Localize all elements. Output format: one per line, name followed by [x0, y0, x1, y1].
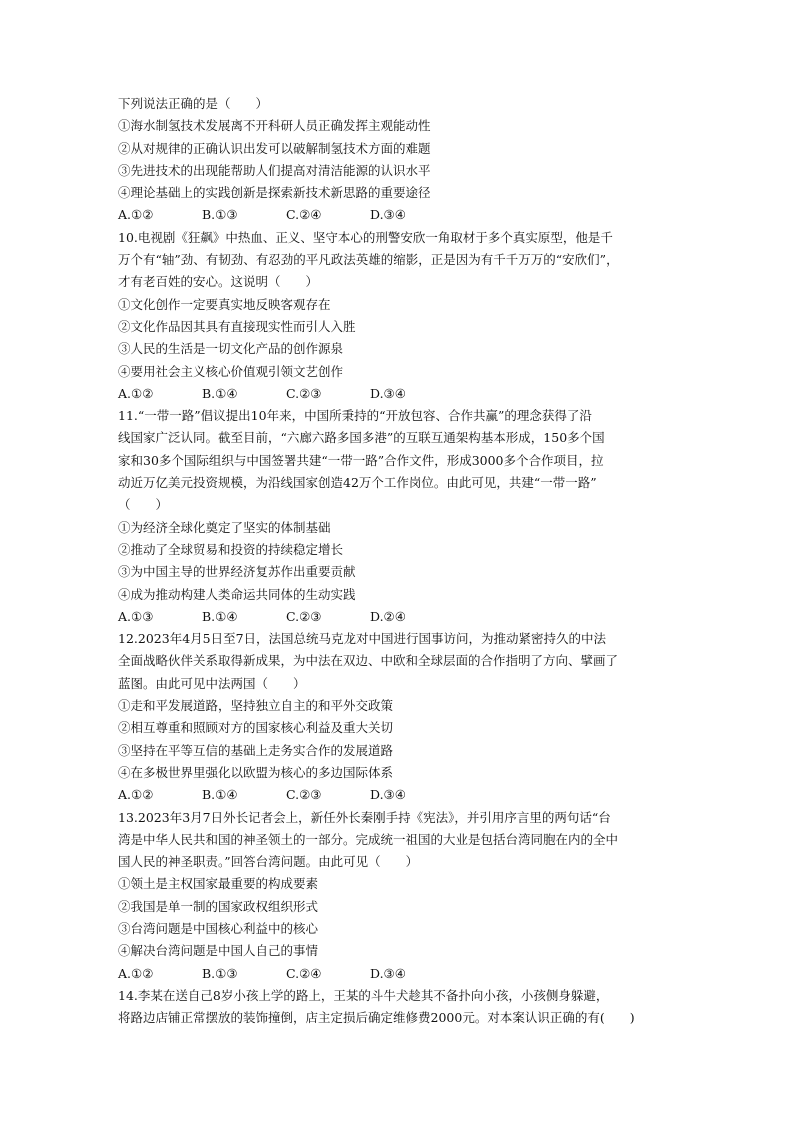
question-12	[118, 628, 678, 806]
question-stem: 下列说法正确的是（ ）	[118, 96, 269, 111]
question-stem-line: 11.“一带一路”倡议提出10年来，中国所秉持的“开放包容、合作共赢”的理念获得了沿	[118, 408, 592, 424]
choice-d: D.③④	[370, 207, 406, 223]
option-4: ④理论基础上的实践创新是探索新技术新思路的重要途径	[118, 185, 431, 201]
question-13	[118, 807, 678, 985]
choice-d: D.③④	[370, 965, 406, 981]
question-stem-line: （ ）	[118, 497, 169, 513]
choice-c: C.②③	[286, 385, 322, 401]
option-4: ④在多极世界里强化以欧盟为核心的多边国际体系	[118, 764, 394, 780]
choice-a: A.①②	[118, 965, 154, 981]
option-3: ③先进技术的出现能帮助人们提高对清洁能源的认识水平	[118, 162, 431, 178]
question-stem-line: 将路边店铺正常摆放的装饰撞倒，店主定损后确定维修费2000元。对本案认识正确的有( )	[118, 1010, 635, 1026]
choice-b: B.①③	[202, 965, 238, 981]
exam-page	[118, 93, 678, 1029]
question-stem-line: 12.2023年4月5日至7日，法国总统马克龙对中国进行国事访问，为推动紧密持久的中法	[118, 631, 607, 647]
question-14	[118, 985, 678, 1030]
question-stem-line: 家和30多个国际组织与中国签署共建“一带一路”合作文件，形成3000多个合作项目，拉	[118, 452, 604, 468]
question-stem-line: 湾是中华人民共和国的神圣领土的一部分。完成统一祖国的大业是包括台湾同胞在内的全中	[118, 831, 619, 847]
question-stem-line: 10.电视剧《狂飙》中热血、正义、坚守本心的刑警安欣一角取材于多个真实原型，他是千	[118, 229, 613, 245]
question-stem-line: 14.李某在送自己8岁小孩上学的路上，王某的斗牛犬趁其不备扑向小孩，小孩侧身躲避，	[118, 987, 609, 1003]
option-3: ③为中国主导的世界经济复苏作出重要贡献	[118, 564, 356, 580]
question-stem-line: 13.2023年3月7日外长记者会上，新任外长秦刚手持《宪法》，并引用序言里的两句话“台	[118, 809, 611, 825]
question-stem-line: 国人民的神圣职责。”回答台湾问题。由此可见（ ）	[118, 854, 419, 870]
option-4: ④成为推动构建人类命运共同体的生动实践	[118, 586, 356, 602]
option-3: ③坚持在平等互信的基础上走务实合作的发展道路	[118, 742, 394, 758]
option-4: ④要用社会主义核心价值观引领文艺创作	[118, 363, 344, 379]
option-2: ②我国是单一制的国家政权组织形式	[118, 898, 319, 914]
question-9	[118, 93, 678, 227]
choice-a: A.①③	[118, 608, 154, 624]
option-3: ③台湾问题是中国核心利益中的核心	[118, 920, 319, 936]
question-stem-line: 动近万亿美元投资规模，为沿线国家创造42万个工作岗位。由此可见，共建“一带一路”	[118, 475, 597, 491]
option-1: ①走和平发展道路，坚持独立自主的和平外交政策	[118, 698, 394, 714]
answer-choices	[118, 606, 678, 628]
answer-choices	[118, 204, 678, 226]
answer-choices	[118, 963, 678, 985]
option-2: ②从对规律的正确认识出发可以破解制氢技术方面的难题	[118, 140, 431, 156]
question-stem-line: 全面战略伙伴关系取得新成果，为中法在双边、中欧和全球层面的合作指明了方向、擘画了	[118, 653, 619, 669]
choice-b: B.①④	[202, 787, 238, 803]
option-2: ②文化作品因其具有直接现实性而引人入胜	[118, 318, 356, 334]
question-stem-line: 蓝图。由此可见中法两国（ ）	[118, 675, 306, 691]
choice-c: C.②③	[286, 787, 322, 803]
option-3: ③人民的生活是一切文化产品的创作源泉	[118, 341, 344, 357]
option-1: ①为经济全球化奠定了坚实的体制基础	[118, 519, 331, 535]
question-11	[118, 405, 678, 628]
choice-c: C.②④	[286, 965, 322, 981]
choice-d: D.③④	[370, 385, 406, 401]
answer-choices	[118, 784, 678, 806]
choice-b: B.①③	[202, 207, 238, 223]
question-stem-line: 线国家广泛认同。截至目前，“六廊六路多国多港”的互联互通架构基本形成，150多个国	[118, 430, 605, 446]
choice-d: D.③④	[370, 787, 406, 803]
option-1: ①海水制氢技术发展离不开科研人员正确发挥主观能动性	[118, 118, 431, 134]
answer-choices	[118, 383, 678, 405]
option-2: ②相互尊重和照顾对方的国家核心利益及重大关切	[118, 720, 394, 736]
choice-b: B.①④	[202, 385, 238, 401]
question-stem-line: 才有老百姓的安心。这说明（ ）	[118, 274, 319, 290]
choice-c: C.②③	[286, 608, 322, 624]
option-2: ②推动了全球贸易和投资的持续稳定增长	[118, 541, 344, 557]
choice-a: A.①②	[118, 385, 154, 401]
choice-d: D.②④	[370, 608, 406, 624]
option-1: ①领土是主权国家最重要的构成要素	[118, 876, 319, 892]
choice-a: A.①②	[118, 787, 154, 803]
question-stem-line: 万个有“轴”劲、有韧劲、有忍劲的平凡政法英雄的缩影，正是因为有千千万万的“安欣们”，	[118, 252, 619, 268]
choice-b: B.①④	[202, 608, 238, 624]
choice-a: A.①②	[118, 207, 154, 223]
choice-c: C.②④	[286, 207, 322, 223]
option-4: ④解决台湾问题是中国人自己的事情	[118, 943, 319, 959]
option-1: ①文化创作一定要真实地反映客观存在	[118, 296, 331, 312]
question-10	[118, 227, 678, 405]
